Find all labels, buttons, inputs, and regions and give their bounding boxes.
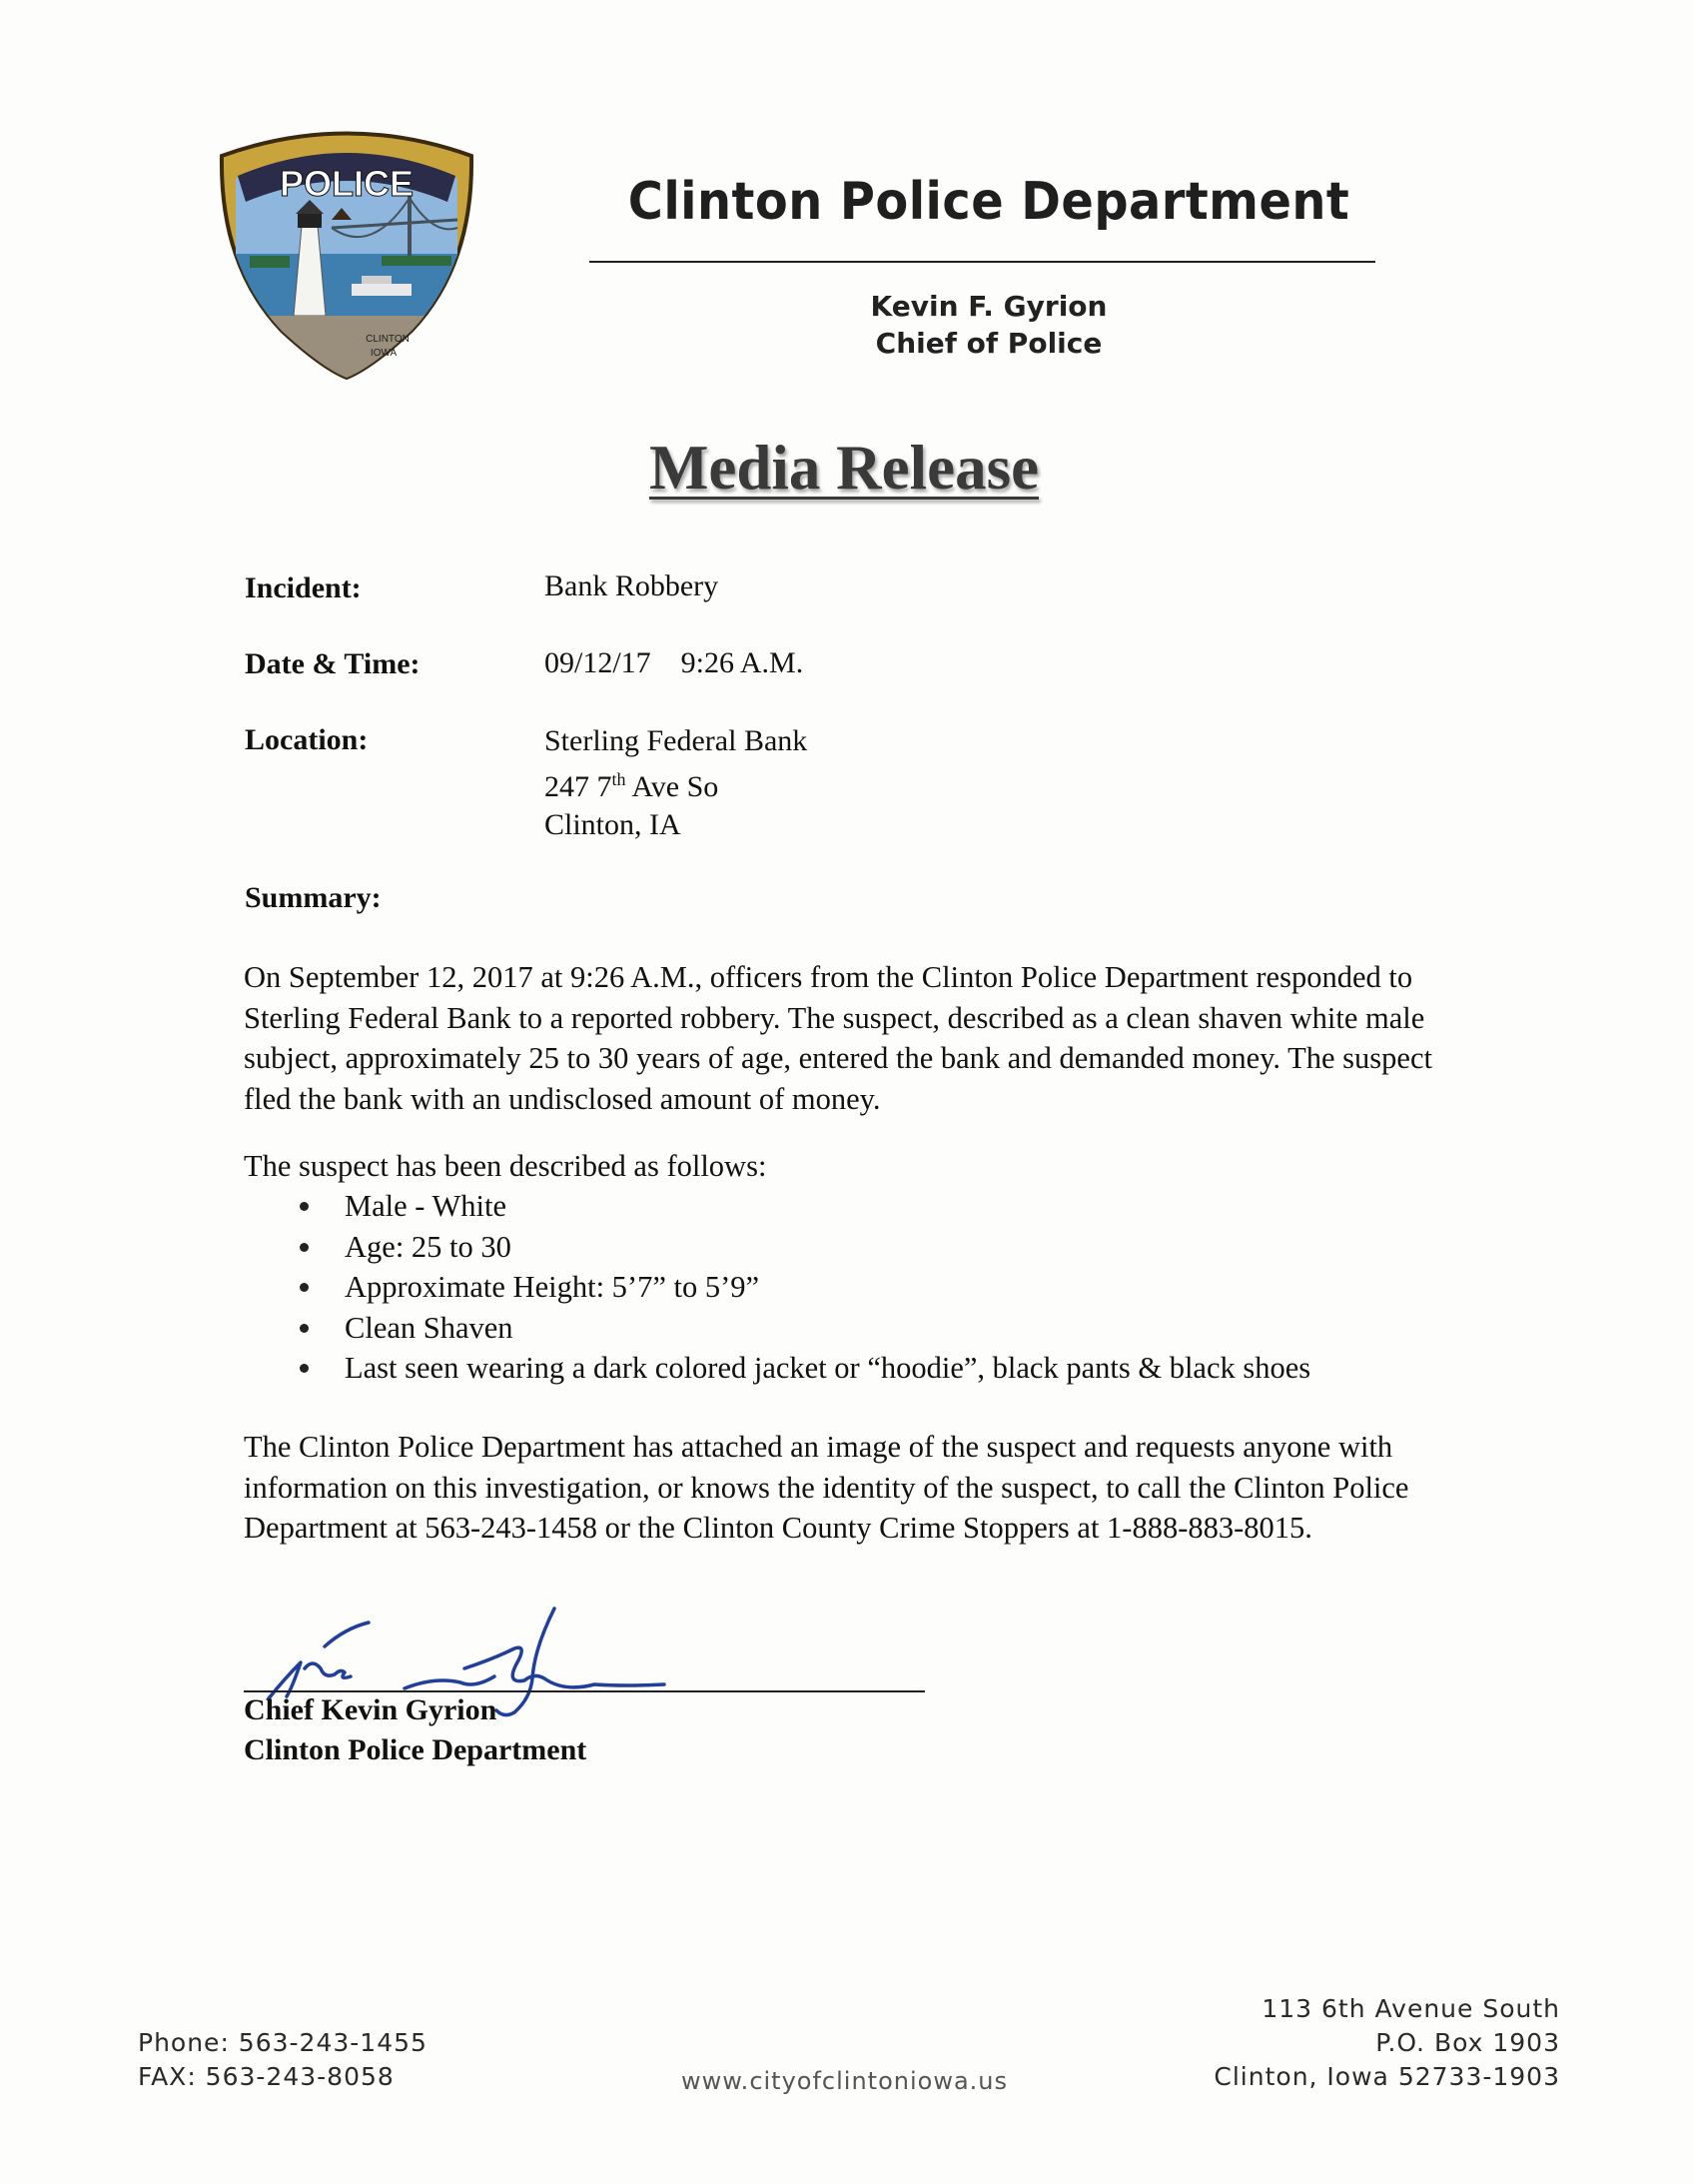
description-intro: The suspect has been described as follows: <box>244 1149 767 1183</box>
footer-fax: FAX: 563-243-8058 <box>138 2062 395 2091</box>
police-badge-logo <box>212 116 481 382</box>
footer-address-line2: P.O. Box 1903 <box>1375 2028 1560 2057</box>
location-label: Location: <box>245 723 369 756</box>
location-value <box>544 722 807 844</box>
summary-label: Summary: <box>245 881 382 914</box>
location-line2-sup: th <box>611 769 626 789</box>
contact-paragraph-text: The Clinton Police Department has attached an image of the suspect and requests anyone with information on this investigation, or knows the identity of the suspect, to call the Clinton Police Department at 563-243-1458 or the Clinton County Crime Stoppers at 1-888-883-8015. <box>244 1430 1409 1545</box>
summary-paragraph <box>244 957 1462 1119</box>
list-item: Age: 25 to 30 <box>300 1227 1310 1268</box>
footer-address-line1: 113 6th Avenue South <box>1262 1994 1560 2023</box>
chief-name: Kevin F. Gyrion <box>870 290 1108 323</box>
location-line2-post: Ave So <box>625 770 719 803</box>
badge-text: POLICE <box>279 163 415 204</box>
chief-title: Chief of Police <box>875 327 1103 360</box>
location-line3: Clinton, IA <box>544 808 681 841</box>
signer-name: Chief Kevin Gyrion <box>244 1693 497 1726</box>
list-item: Clean Shaven <box>300 1308 1310 1349</box>
location-line2-pre: 247 7 <box>544 770 612 803</box>
footer-website[interactable]: www.cityofclintoniowa.us <box>681 2067 1008 2095</box>
date-value: 09/12/17 <box>544 646 651 679</box>
signer-department: Clinton Police Department <box>244 1733 587 1766</box>
location-line2 <box>544 760 807 806</box>
footer-contact <box>138 2026 427 2094</box>
incident-label: Incident: <box>245 571 362 604</box>
summary-paragraph-text: On September 12, 2017 at 9:26 A.M., officers from the Clinton Police Department responded to Sterling Federal Bank to a reported robbery. The suspect, described as a clean shaven white male subject, approximately 25 to 30 years of age, entered the bank and demanded money. The suspect fled the bank with an undisclosed amount of money. <box>244 960 1432 1116</box>
contact-paragraph <box>244 1427 1462 1549</box>
document-title: Media Release <box>648 433 1040 503</box>
footer-phone: Phone: 563-243-1455 <box>138 2028 427 2057</box>
header-divider <box>589 261 1375 263</box>
chief-block <box>779 288 1199 362</box>
footer-address-line3: Clinton, Iowa 52733-1903 <box>1214 2062 1560 2091</box>
badge-location-line1: CLINTON <box>366 334 410 345</box>
datetime-label: Date & Time: <box>245 647 421 680</box>
signature-block <box>244 1690 586 1770</box>
department-title: Clinton Police Department <box>627 172 1350 232</box>
list-item: Male - White <box>300 1186 1310 1227</box>
location-line1: Sterling Federal Bank <box>544 724 808 757</box>
list-item: Last seen wearing a dark colored jacket or “hoodie”, black pants & black shoes <box>300 1348 1310 1389</box>
time-value: 9:26 A.M. <box>680 646 804 679</box>
suspect-description-list <box>300 1186 1310 1389</box>
list-item: Approximate Height: 5’7” to 5’9” <box>300 1267 1310 1308</box>
footer-address <box>1159 1992 1560 2094</box>
datetime-value <box>544 644 803 682</box>
incident-value: Bank Robbery <box>544 569 719 602</box>
badge-location-line2: IOWA <box>370 348 398 359</box>
